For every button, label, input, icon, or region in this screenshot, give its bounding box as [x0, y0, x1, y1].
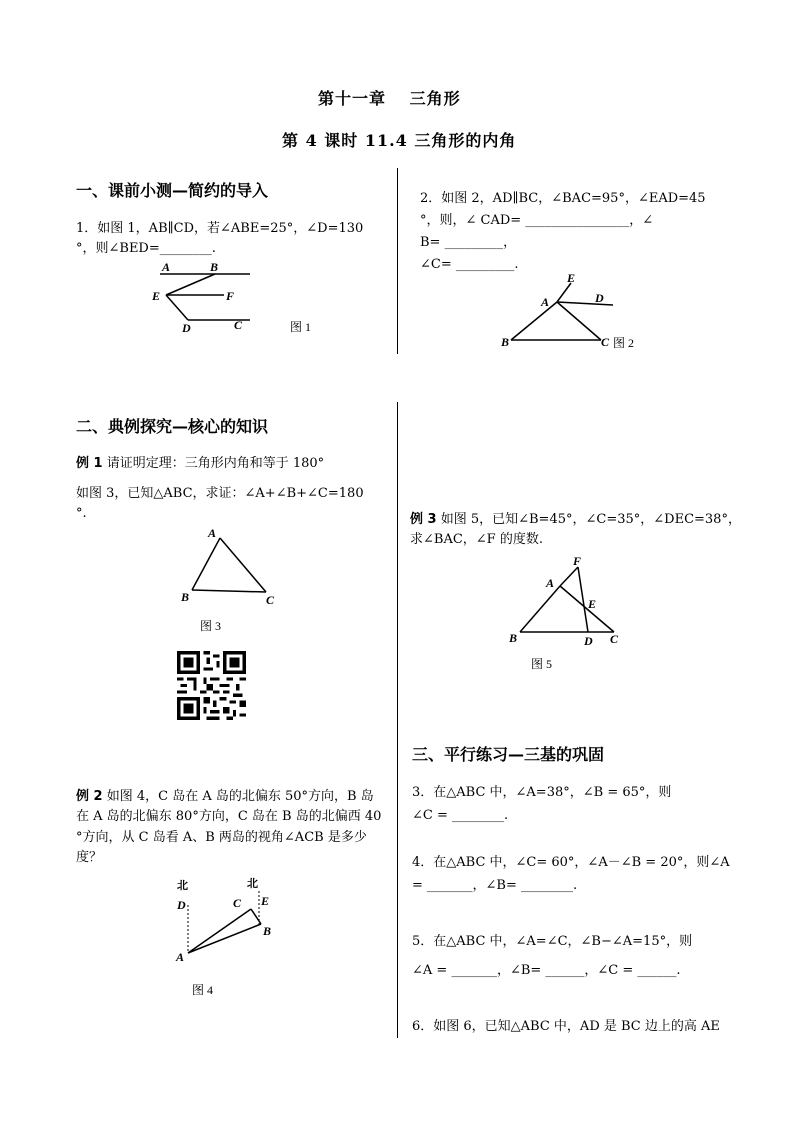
question-2-line-4: ∠C= _________.	[420, 257, 519, 272]
label-f: F	[573, 554, 582, 568]
question-5-line-1: 5．在△ABC 中，∠A=∠C，∠B−∠A=15°，则	[412, 934, 693, 949]
section-2-title: 二、典例探究—核心的知识	[76, 417, 269, 436]
example-3-line-2: 求∠BAC，∠F 的度数.	[410, 532, 543, 547]
label-b: B	[509, 631, 518, 645]
example-2-text: 如图 4，C 岛在 A 岛的北偏东 50°方向，B 岛	[102, 789, 374, 804]
chapter-title: 第十一章 三角形	[318, 89, 461, 108]
example-1-line-2: 如图 3，已知△ABC，求证：∠A+∠B+∠C=180	[76, 486, 364, 501]
figure-1-caption: 图 1	[290, 320, 312, 334]
question-4-line-1: 4．在△ABC 中，∠C= 60°，∠A－∠B = 20°，则∠A	[412, 855, 730, 870]
question-1-line-2: °，则∠BED=________.	[76, 241, 216, 256]
question-4-line-2: = _______，∠B= ________.	[412, 878, 578, 893]
lesson-title: 第 4 课时 11.4 三角形的内角	[282, 131, 517, 150]
example-2-label: 例 2	[76, 789, 103, 804]
example-2-line-1	[76, 787, 374, 806]
label-e: E	[567, 271, 576, 285]
label-d: D	[177, 898, 186, 912]
question-2-line-3: B= _________，	[420, 235, 517, 250]
label-c: C	[234, 318, 243, 332]
question-1-line-1: 1．如图 1，AB∥CD，若∠ABE=25°，∠D=130	[76, 221, 364, 236]
question-2-line-2: °，则，∠ CAD= ________________，∠	[420, 213, 654, 228]
example-2-line-4: 度？	[76, 850, 103, 865]
figure-4	[165, 873, 295, 1003]
question-3-line-1: 3．在△ABC 中，∠A=38°，∠B = 65°，则	[412, 785, 672, 800]
north-label: 北	[247, 877, 258, 890]
figure-5-caption: 图 5	[531, 657, 553, 671]
figure-3	[172, 524, 292, 636]
label-d: D	[182, 321, 191, 335]
figure-3-caption: 图 3	[200, 619, 222, 633]
label-e: E	[261, 894, 270, 908]
question-5-line-2: ∠A = _______，∠B= ______，∠C = ______.	[412, 963, 681, 978]
example-3-text: 如图 5，已知∠B=45°，∠C=35°，∠DEC=38°，	[436, 512, 741, 527]
example-3-label: 例 3	[410, 512, 437, 527]
label-b: B	[210, 260, 219, 274]
label-a: A	[176, 950, 185, 964]
question-2-line-1: 2．如图 2，AD∥BC，∠BAC=95°，∠EAD=45	[420, 191, 706, 206]
section-3-title: 三、平行练习—三基的巩固	[412, 745, 605, 764]
label-c: C	[266, 593, 275, 607]
example-1-line-3: °.	[76, 506, 87, 521]
example-1-text: 请证明定理：三角形内角和等于 180°	[102, 456, 325, 471]
label-e: E	[152, 289, 161, 303]
label-b: B	[501, 335, 510, 349]
figure-5	[500, 550, 640, 680]
label-a: A	[546, 576, 555, 590]
column-divider	[397, 402, 398, 1038]
label-b: B	[263, 924, 272, 938]
example-2-line-2: 在 A 岛的北偏东 80°方向，C 岛在 B 岛的北偏西 40	[76, 809, 382, 824]
figure-2	[495, 268, 655, 356]
figure-2-caption: 图 2	[613, 336, 635, 350]
label-c: C	[233, 896, 242, 910]
figure-4-caption: 图 4	[192, 983, 214, 997]
label-a: A	[162, 260, 171, 274]
label-f: F	[226, 289, 235, 303]
label-e: E	[588, 597, 597, 611]
label-a: A	[208, 526, 217, 540]
figure-1	[140, 258, 340, 338]
label-d: D	[595, 291, 604, 305]
qr-code[interactable]	[177, 651, 246, 720]
label-c: C	[601, 335, 610, 349]
question-3-line-2: ∠C = ________.	[412, 808, 509, 823]
label-a: A	[541, 295, 550, 309]
section-1-title: 一、课前小测—简约的导入	[76, 181, 269, 200]
column-divider	[397, 168, 398, 354]
example-3-line-1	[410, 510, 741, 529]
north-label: 北	[177, 879, 188, 892]
example-2-line-3: °方向，从 C 岛看 A、B 两岛的视角∠ACB 是多少	[76, 830, 367, 845]
label-d: D	[584, 634, 593, 648]
label-c: C	[610, 632, 619, 646]
question-6-line-1: 6．如图 6，已知△ABC 中，AD 是 BC 边上的高 AE	[412, 1019, 720, 1034]
example-1-line-1	[76, 454, 324, 473]
label-b: B	[181, 590, 190, 604]
example-1-label: 例 1	[76, 456, 103, 471]
